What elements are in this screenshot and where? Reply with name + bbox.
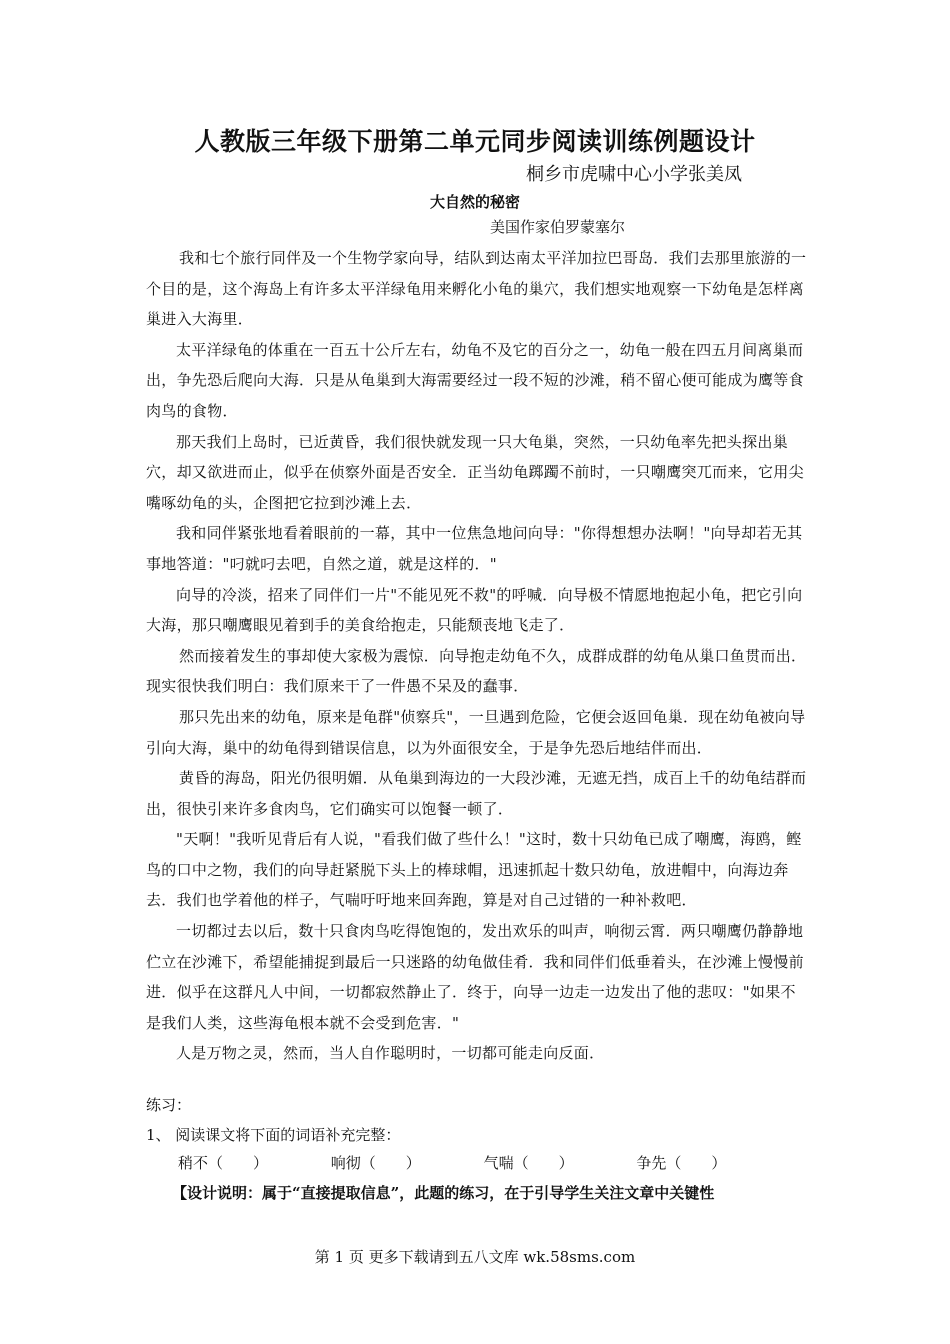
exercise-question-1: 1、 阅读课文将下面的词语补充完整： [146, 1126, 401, 1144]
paragraph: 人是万物之灵，然而，当人自作聪明时，一切都可能走向反面． [176, 1044, 605, 1063]
paragraph: 然而接着发生的事却使大家极为震惊．向导抱走幼龟不久，成群成群的幼龟从巢口鱼贯而出．现实很快我们明白：我们原来干了一件愚不呆及的蠢事． [146, 646, 807, 696]
blank-item: 响彻（ ） [330, 1154, 421, 1172]
paragraph: "天啊！"我听见背后有人说，"看我们做了些什么！"这时，数十只幼龟已成了嘲鹰，海鸥，鲣鸟的口中之物，我们的向导赶紧脱下头上的棒球帽，迅速抓起十数只幼龟，放进帽中，向海边奔去．我们也学着他的样子，气喘吁吁地来回奔跑，算是对自己过错的一种补救吧． [146, 830, 802, 910]
paragraph: 那只先出来的幼龟，原来是龟群"侦察兵"，一旦遇到危险，它便会返回龟巢．现在幼龟被向导引向大海，巢中的幼龟得到错误信息，以为外面很安全，于是争先恐后地结伴而出． [146, 707, 806, 757]
author-school-line: 桐乡市虎啸中心小学张美凤 [526, 164, 742, 185]
blank-item: 气喘（ ） [483, 1154, 574, 1172]
paragraph: 太平洋绿龟的体重在一百五十公斤左右，幼龟不及它的百分之一，幼龟一般在四五月间离巢而出，争先恐后爬向大海．只是从龟巢到大海需要经过一段不短的沙滩，稍不留心便可能成为鹰等食肉鸟的食物． [146, 340, 804, 420]
paragraph: 我和七个旅行同伴及一个生物学家向导，结队到达南太平洋加拉巴哥岛．我们去那里旅游的一个目的是，这个海岛上有许多太平洋绿龟用来孵化小龟的巢穴，我们想实地观察一下幼龟是怎样离巢进入大海里． [146, 249, 807, 329]
paragraph: 那天我们上岛时，已近黄昏，我们很快就发现一只大龟巢，突然，一只幼龟率先把头探出巢穴，却又欲进而止，似乎在侦察外面是否安全．正当幼龟踯躅不前时，一只嘲鹰突兀而来，它用尖嘴啄幼龟的头，企图把它拉到沙滩上去． [146, 432, 804, 512]
article-byline: 美国作家伯罗蒙塞尔 [490, 218, 626, 236]
fill-in-blanks [178, 1152, 784, 1173]
paragraph: 黄昏的海岛，阳光仍很明媚．从龟巢到海边的一大段沙滩，无遮无挡，成百上千的幼龟结群而出，很快引来许多食肉鸟，它们确实可以饱餐一顿了． [146, 769, 807, 818]
blank-item: 稍不（ ） [178, 1154, 269, 1172]
page-footer: 第 1 页 更多下载请到五八文库 wk.58sms.com [314, 1248, 636, 1266]
article-title: 大自然的秘密 [429, 193, 520, 211]
design-note: 【设计说明：属于“直接提取信息”，此题的练习，在于引导学生关注文章中关键性 [172, 1184, 715, 1202]
article-body [146, 243, 808, 1069]
document-title: 人教版三年级下册第二单元同步阅读训练例题设计 [194, 127, 756, 156]
paragraph: 向导的冷淡，招来了同伴们一片"不能见死不救"的呼喊．向导极不情愿地抱起小龟，把它引向大海，那只嘲鹰眼见着到手的美食给抱走，只能颓丧地飞走了． [146, 585, 803, 635]
paragraph: 我和同伴紧张地看着眼前的一幕，其中一位焦急地问向导："你得想想办法啊！"向导却若无其事地答道："叼就叼去吧，自然之道，就是这样的．" [146, 524, 803, 573]
paragraph: 一切都过去以后，数十只食肉鸟吃得饱饱的，发出欢乐的叫声，响彻云霄．两只嘲鹰仍静静地伫立在沙滩下，希望能捕捉到最后一只迷路的幼龟做佳肴．我和同伴们低垂着头，在沙滩上慢慢前进．似乎在这群凡人中间，一切都寂然静止了．终于，向导一边走一边发出了他的悲叹："如果不是我们人类，这些海龟根本就不会受到危害．" [146, 922, 804, 1032]
blank-item: 争先（ ） [636, 1154, 727, 1172]
exercise-heading: 练习： [146, 1096, 192, 1114]
